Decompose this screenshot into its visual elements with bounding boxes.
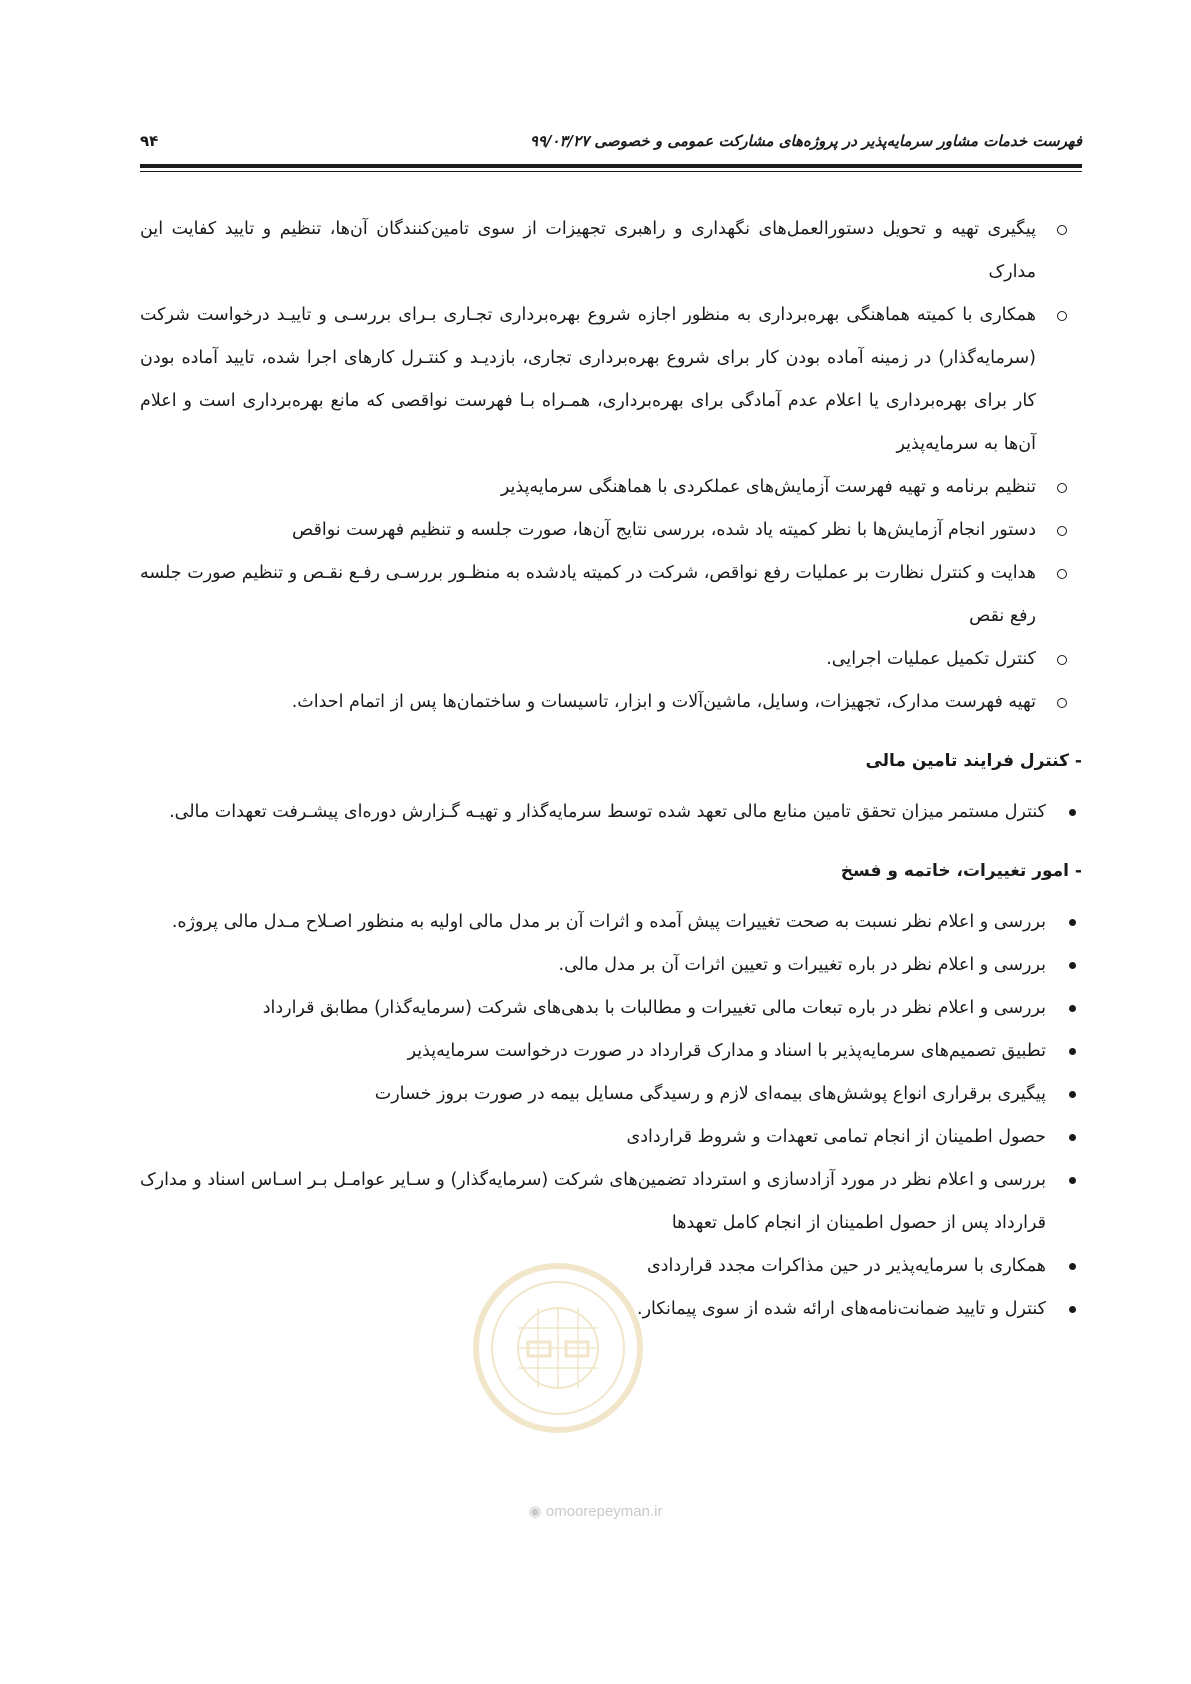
running-title [514, 132, 1082, 150]
list-item [140, 944, 1082, 987]
list-item [140, 638, 1082, 681]
list-item [140, 1288, 1082, 1331]
list-item-text: بررسی و اعلام نظر در باره تغییرات و تعیین اثرات آن بر مدل مالی. [558, 955, 1046, 975]
list-item [140, 1030, 1082, 1073]
list-item [140, 1116, 1082, 1159]
list-item-text: بررسی و اعلام نظر در باره تبعات مالی تغییرات و مطالبات با بدهی‌های شرکت (سرمایه‌گذار) مطابق قرارداد [262, 998, 1046, 1018]
filled-dot-bullet-icon [1066, 944, 1078, 987]
list-item [140, 1159, 1082, 1245]
finance-bullet-list [140, 791, 1082, 834]
list-item-text: کنترل تکمیل عملیات اجرایی. [826, 649, 1036, 669]
hollow-circle-bullet-icon [1056, 208, 1068, 251]
list-item [140, 208, 1082, 294]
filled-dot-bullet-icon [1066, 901, 1078, 944]
filled-dot-bullet-icon [1066, 791, 1078, 834]
running-title-text: فهرست خدمات مشاور سرمایه‌پذیر در پروژه‌های مشارکت عمومی و خصوصی [594, 132, 1082, 150]
hollow-circle-bullet-icon [1056, 466, 1068, 509]
watermark-url-icon: ◉ [528, 1503, 542, 1520]
list-item-text: همکاری با سرمایه‌پذیر در حین مذاکرات مجدد قراردادی [646, 1256, 1046, 1276]
filled-dot-bullet-icon [1066, 1073, 1078, 1116]
page-content [140, 208, 1082, 1331]
header-rule-thin [140, 171, 1082, 172]
list-item [140, 1073, 1082, 1116]
filled-dot-bullet-icon [1066, 1159, 1078, 1202]
hollow-circle-bullet-icon [1056, 294, 1068, 337]
filled-dot-bullet-icon [1066, 1030, 1078, 1073]
list-item-text: پیگیری برقراری انواع پوشش‌های بیمه‌ای لازم و رسیدگی مسایل بیمه در صورت بروز خسارت [374, 1084, 1046, 1104]
list-item-text: تنظیم برنامه و تهیه فهرست آزمایش‌های عملکردی با هماهنگی سرمایه‌پذیر [500, 477, 1036, 497]
list-item-text: همکاری با کمیته هماهنگی بهره‌برداری به منظور اجازه شروع بهره‌برداری تجـاری بـرای بررسـی و تاییـد درخواست شرکت (سرمایه‌گذار) در زمینه آماده بودن کار برای شروع بهره‌برداری تجاری، بازدیـد و کنتـرل کارهای اجرا شده، تایید آماده بودن کار برای بهره‌برداری یا اعلام عدم آمادگی برای بهره‌برداری، همـراه بـا فهرست نواقصی که مانع بهره‌برداری است و اعلام آن‌ها به سرمایه‌پذیر [140, 305, 1036, 454]
list-item [140, 294, 1082, 466]
watermark-url-text: omoorepeyman.ir [545, 1503, 663, 1520]
hollow-circle-bullet-icon [1056, 552, 1068, 595]
list-item-text: کنترل مستمر میزان تحقق تامین منابع مالی تعهد شده توسط سرمایه‌گذار و تهیـه گـزارش دوره‌ای پیشـرفت تعهدات مالی. [169, 802, 1046, 822]
circle-bullet-list [140, 208, 1082, 724]
list-item [140, 509, 1082, 552]
list-item-text: بررسی و اعلام نظر نسبت به صحت تغییرات پیش آمده و اثرات آن بر مدل مالی اولیه به منظور اصـلاح مـدل مالی پروژه. [171, 912, 1046, 932]
filled-dot-bullet-icon [1066, 1245, 1078, 1288]
header-rule-thick [140, 164, 1082, 168]
list-item-text: کنترل و تایید ضمانت‌نامه‌های ارائه شده از سوی پیمانکار. [637, 1299, 1046, 1319]
section-heading-changes: - امور تغییرات، خاتمه و فسخ [840, 861, 1082, 881]
list-item-text: بررسی و اعلام نظر در مورد آزادسازی و استرداد تضمین‌های شرکت (سرمایه‌گذار) و سـایر عوامـل بـر اسـاس اسناد و مدارک قرارداد پس از حصول اطمینان از انجام کامل تعهدها [140, 1170, 1046, 1233]
list-item [140, 1245, 1082, 1288]
list-item [140, 791, 1082, 834]
hollow-circle-bullet-icon [1056, 509, 1068, 552]
list-item-text: حصول اطمینان از انجام تمامی تعهدات و شروط قراردادی [626, 1127, 1046, 1147]
list-item-text: دستور انجام آزمایش‌ها با نظر کمیته یاد شده، بررسی نتایج آن‌ها، صورت جلسه و تنظیم فهرست نواقص [292, 520, 1036, 540]
filled-dot-bullet-icon [1066, 987, 1078, 1030]
changes-bullet-list [140, 901, 1082, 1331]
filled-dot-bullet-icon [1066, 1288, 1078, 1331]
list-item [140, 987, 1082, 1030]
hollow-circle-bullet-icon [1056, 638, 1068, 681]
hollow-circle-bullet-icon [1056, 681, 1068, 724]
watermark-url [0, 1502, 1191, 1520]
list-item-text: پیگیری تهیه و تحویل دستورالعمل‌های نگهداری و راهبری تجهیزات از سوی تامین‌کنندگان آن‌ها، تنظیم و تایید کفایت این مدارک [140, 219, 1036, 282]
list-item [140, 681, 1082, 724]
list-item [140, 466, 1082, 509]
section-heading-finance: - کنترل فرایند تامین مالی [865, 751, 1082, 771]
list-item [140, 552, 1082, 638]
page-number: ۹۴ [140, 132, 159, 150]
list-item-text: تطبیق تصمیم‌های سرمایه‌پذیر با اسناد و مدارک قرارداد در صورت درخواست سرمایه‌پذیر [407, 1041, 1046, 1061]
page-header [140, 128, 1082, 168]
list-item-text: هدایت و کنترل نظارت بر عملیات رفع نواقص، شرکت در کمیته یادشده به منظـور بررسـی رفـع نقـص و تنظیم صورت جلسه رفع نقص [140, 563, 1036, 626]
list-item [140, 901, 1082, 944]
header-date: ۹۹/۰۳/۲۷ [529, 132, 590, 150]
list-item-text: تهیه فهرست مدارک، تجهیزات، وسایل، ماشین‌آلات و ابزار، تاسیسات و ساختمان‌ها پس از اتمام احداث. [291, 692, 1036, 712]
filled-dot-bullet-icon [1066, 1116, 1078, 1159]
